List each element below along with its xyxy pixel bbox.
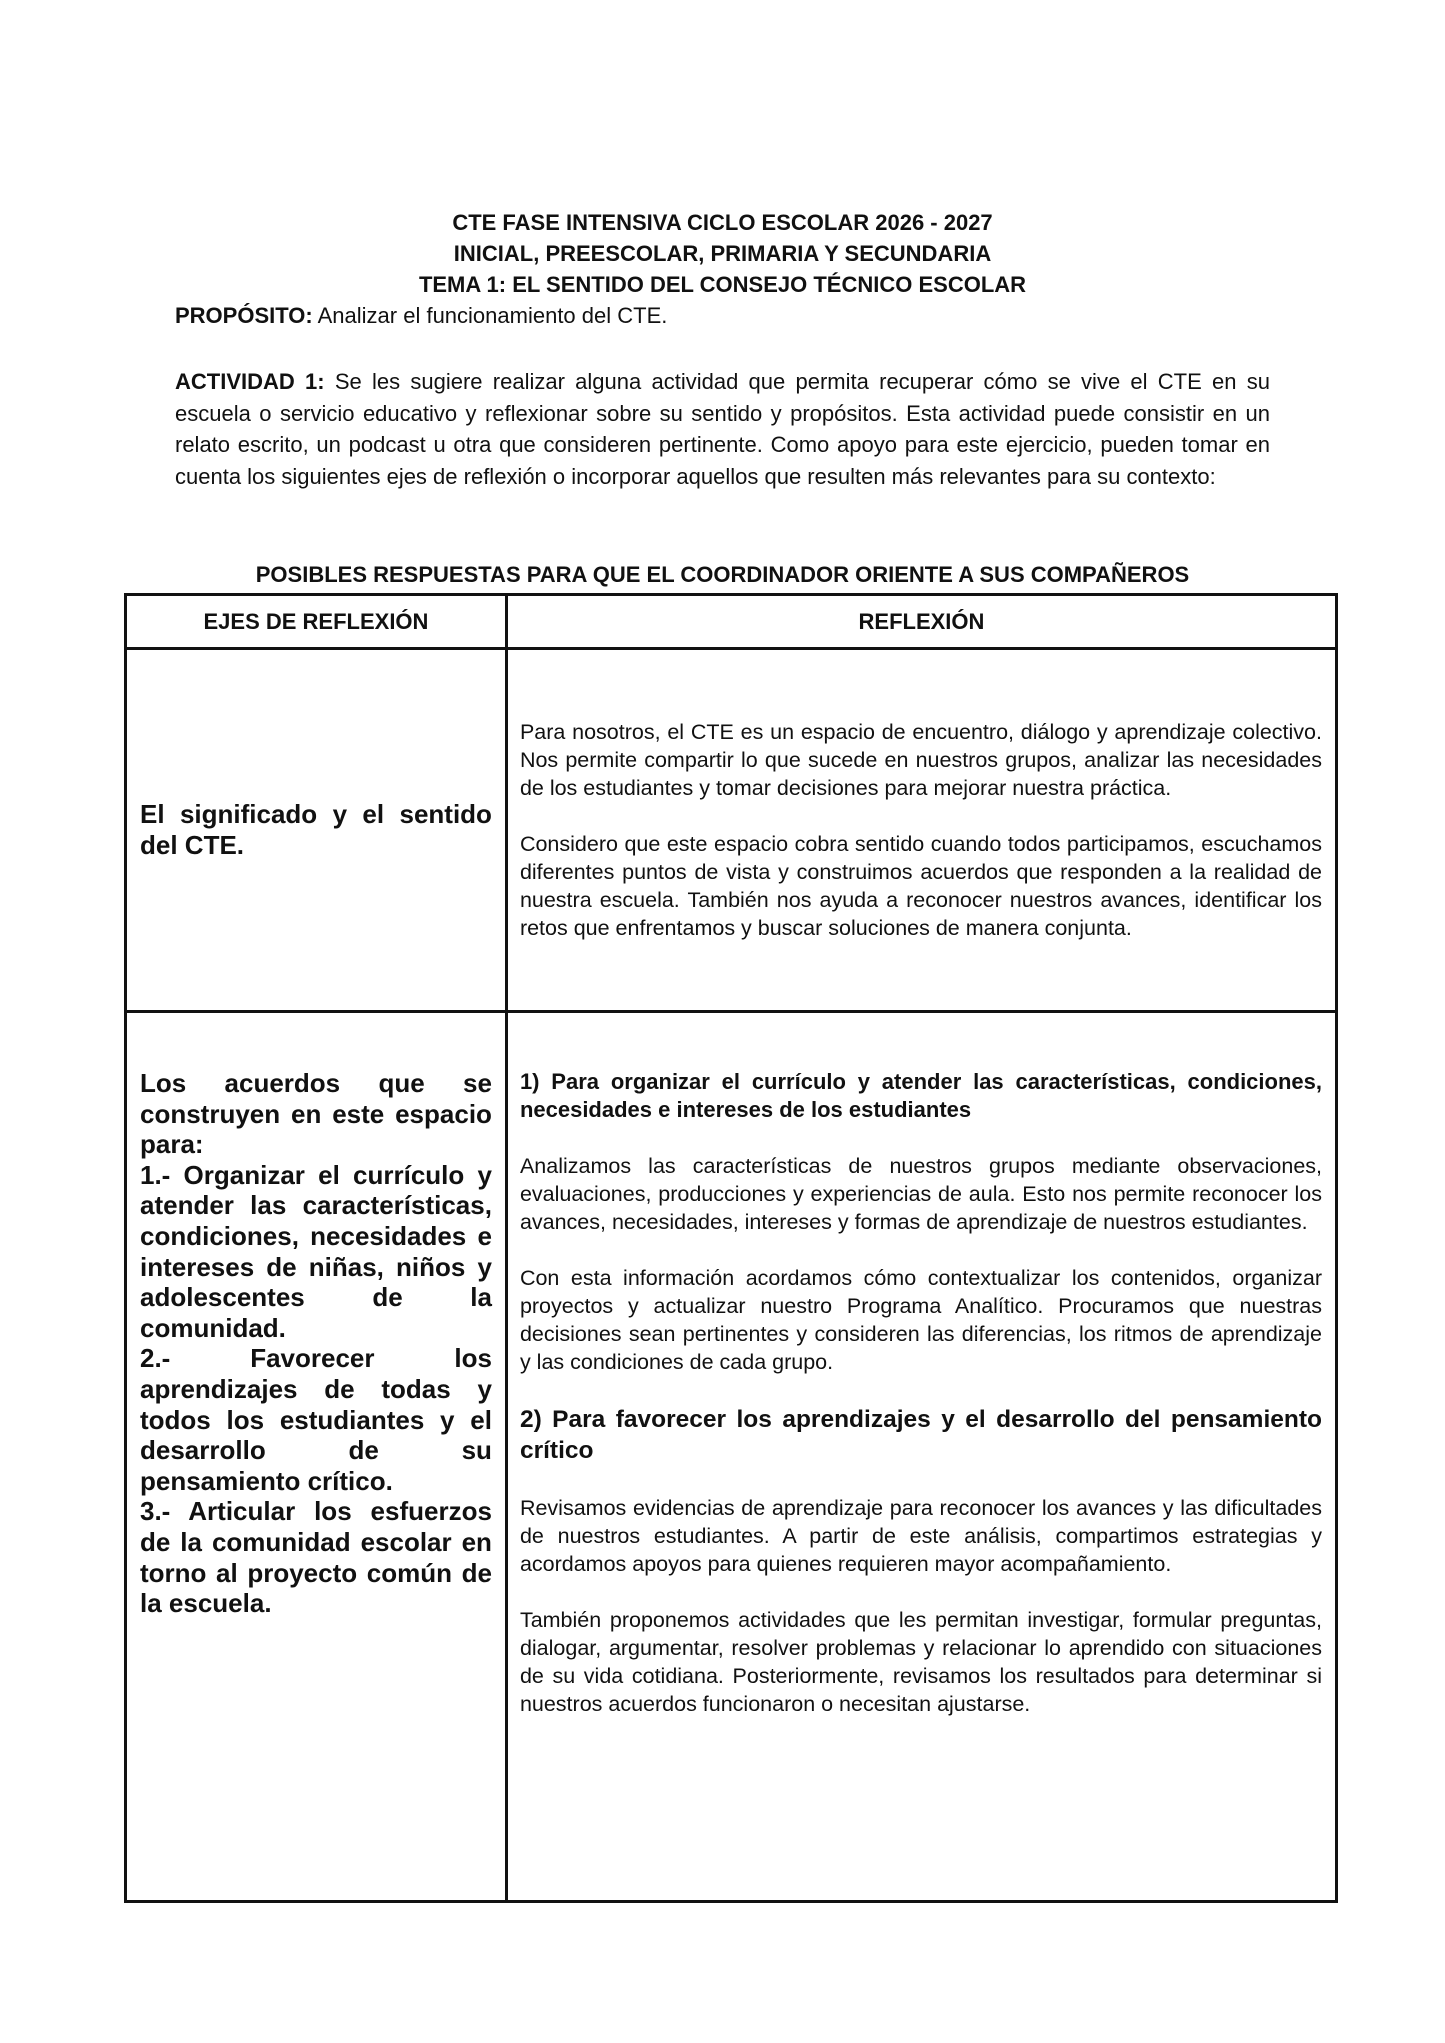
reflection-table (124, 593, 1338, 1903)
axis-cell-agreements (126, 1012, 507, 1902)
table-caption: POSIBLES RESPUESTAS PARA QUE EL COORDINADOR ORIENTE A SUS COMPAÑEROS (255, 562, 1190, 587)
table-header-row (126, 595, 1337, 649)
paragraph-spacer (520, 1578, 1322, 1606)
subsection-heading: 1) Para organizar el currículo y atender las características, condiciones, necesidades e intereses de los estudiantes (519, 1069, 1322, 1122)
reflection-paragraph: Analizamos las características de nuestros grupos mediante observaciones, evaluaciones, producciones y experiencias de aula. Esto nos permite reconocer los avances, necesidades, intereses y formas de aprendizaje de nuestros estudiantes. (519, 1154, 1322, 1234)
paragraph-spacer (520, 1236, 1322, 1264)
subsection-heading: 2) Para favorecer los aprendizajes y el desarrollo del pensamiento crítico (519, 1406, 1322, 1464)
purpose-text: Analizar el funcionamiento del CTE. (312, 303, 668, 328)
document-title-line-2: INICIAL, PREESCOLAR, PRIMARIA Y SECUNDARIA (453, 241, 992, 266)
axis-text: El significado y el sentido del CTE. (140, 799, 492, 860)
document-title-line-3: TEMA 1: EL SENTIDO DEL CONSEJO TÉCNICO ESCOLAR (418, 272, 1027, 297)
paragraph-spacer (520, 1124, 1322, 1152)
reflection-cell-meaning (506, 649, 1336, 1012)
reflection-paragraph: Para nosotros, el CTE es un espacio de encuentro, diálogo y aprendizaje colectivo. Nos permite compartir lo que sucede en nuestros grupos, analizar las necesidades de los estudiantes y tomar decisiones para mejorar nuestra práctica. (519, 720, 1322, 800)
column-header-reflection: REFLEXIÓN (506, 595, 1336, 649)
paragraph-spacer (520, 1376, 1322, 1404)
reflection-cell-agreements (506, 1012, 1336, 1902)
activity-paragraph (175, 366, 1270, 492)
column-header-axes: EJES DE REFLEXIÓN (126, 595, 507, 649)
activity-text: Se les sugiere realizar alguna actividad que permita recuperar cómo se vive el CTE en su escuela o servicio educativo y reflexionar sobre su sentido y propósitos. Esta actividad puede consistir en un relato escrito, un podcast u otra que consideren pertinente. Como apoyo para este ejercicio, pueden tomar en cuenta los siguientes ejes de reflexión o incorporar aquellos que resulten más relevantes para su contexto: (175, 369, 1271, 489)
paragraph-spacer (520, 1466, 1322, 1494)
reflection-paragraph: También proponemos actividades que les permitan investigar, formular preguntas, dialogar, argumentar, resolver problemas y relacionar lo aprendido con situaciones de su vida cotidiana. Posteriormente, revisamos los resultados para determinar si nuestros acuerdos funcionaron o necesitan ajustarse. (519, 1608, 1322, 1716)
reflection-paragraph: Con esta información acordamos cómo contextualizar los contenidos, organizar proyectos y actualizar nuestro Programa Analítico. Procuramos que nuestras decisiones sean pertinentes y consideren las diferencias, los ritmos de aprendizaje y las condiciones de cada grupo. (519, 1266, 1322, 1374)
activity-label: ACTIVIDAD 1: (175, 369, 325, 394)
paragraph-spacer (520, 802, 1322, 830)
purpose-label: PROPÓSITO: (175, 303, 313, 328)
axis-intro: Los acuerdos que se construyen en este espacio para: (140, 1068, 492, 1160)
purpose-statement (175, 300, 1270, 331)
axis-item: 2.- Favorecer los aprendizajes de todas y todos los estudiantes y el desarrollo de su pensamiento crítico. (140, 1343, 492, 1496)
table-row (126, 1012, 1337, 1902)
reflection-paragraph: Considero que este espacio cobra sentido cuando todos participamos, escuchamos diferentes puntos de vista y construimos acuerdos que responden a la realidad de nuestra escuela. También nos ayuda a reconocer nuestros avances, identificar los retos que enfrentamos y buscar soluciones de manera conjunta. (519, 832, 1322, 940)
document-title-line-1: CTE FASE INTENSIVA CICLO ESCOLAR 2026 - 2027 (452, 210, 993, 235)
axis-cell-meaning (126, 649, 507, 1012)
axis-item: 3.- Articular los esfuerzos de la comunidad escolar en torno al proyecto común de la escuela. (140, 1496, 492, 1619)
document-header (175, 207, 1270, 331)
table-row (126, 649, 1337, 1012)
axis-item: 1.- Organizar el currículo y atender las características, condiciones, necesidades e intereses de niñas, niños y adolescentes de la comunidad. (140, 1159, 492, 1343)
reflection-paragraph: Revisamos evidencias de aprendizaje para reconocer los avances y las dificultades de nuestros estudiantes. A partir de este análisis, compartimos estrategias y acordamos apoyos para quienes requieren mayor acompañamiento. (519, 1496, 1322, 1576)
